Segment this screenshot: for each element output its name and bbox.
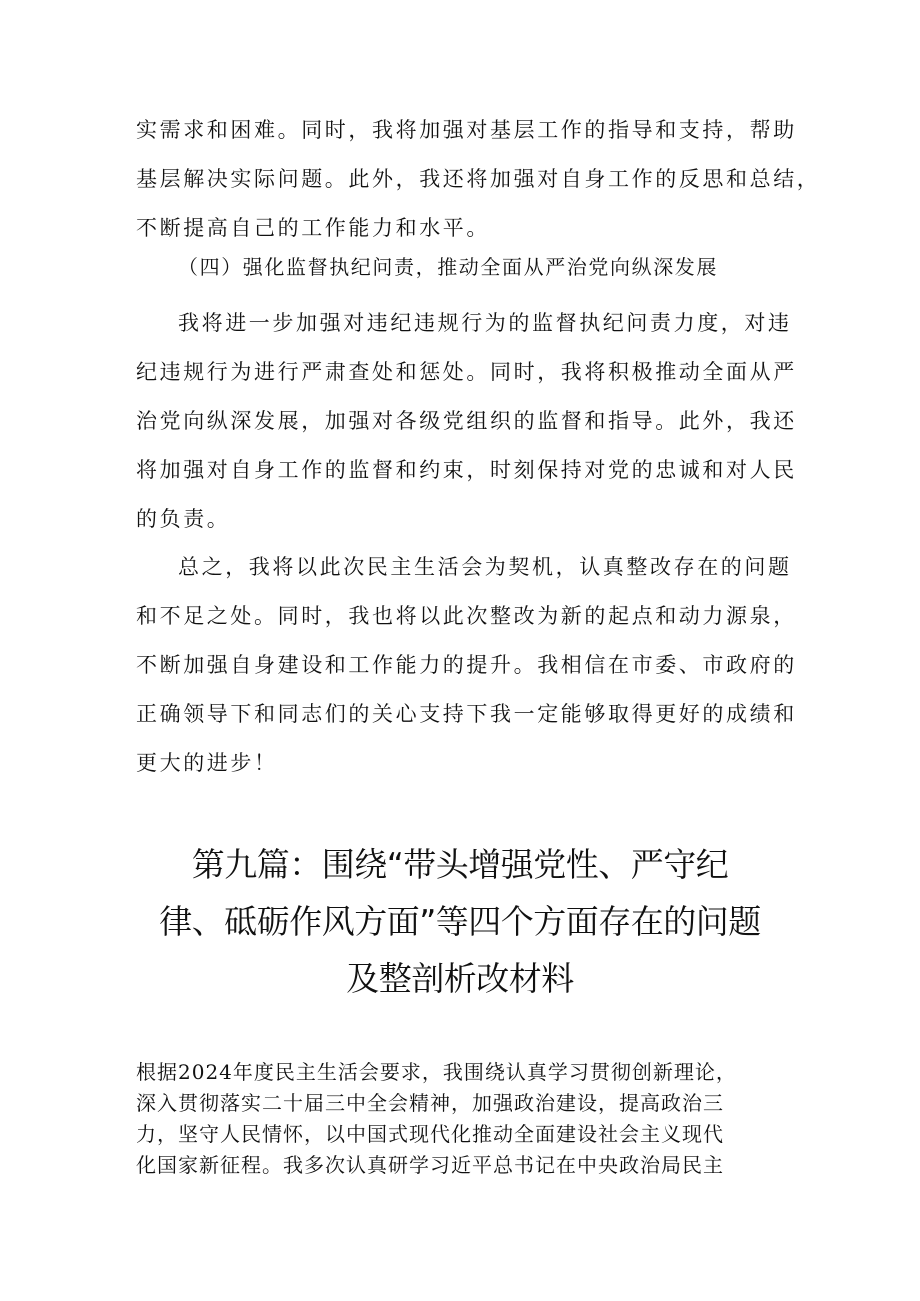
text-line: 实需求和困难。同时，我将加强对基层工作的指导和支持，帮助: [136, 118, 797, 142]
title-line: 及整剖析改材料: [346, 959, 574, 998]
text-line: 和不足之处。同时，我也将以此次整改为新的起点和动力源泉，: [136, 604, 797, 628]
title-line: 律、砥砺作风方面”等四个方面存在的问题: [159, 902, 761, 941]
text-line: 基层解决实际问题。此外，我还将加强对自身工作的反思和总结，: [136, 167, 821, 191]
text-line: 纪违规行为进行严肃查处和惩处。同时，我将积极推动全面从严: [136, 360, 797, 384]
text-line: 不断加强自身建设和工作能力的提升。我相信在市委、市政府的: [136, 653, 797, 677]
text-line: 治党向纵深发展，加强对各级党组织的监督和指导。此外，我还: [136, 409, 797, 433]
title-line: 第九篇：围绕“带头增强党性、严守纪: [191, 845, 729, 884]
text-line: 力，坚守人民情怀，以中国式现代化推动全面建设社会主义现代: [136, 1122, 724, 1146]
text-line: 化国家新征程。我多次认真研学习近平总书记在中央政治局民主: [136, 1153, 724, 1177]
intro-paragraph: [136, 1057, 786, 1181]
article-title: [100, 836, 820, 1007]
text-line: 深入贯彻落实二十届三中全会精神，加强政治建设，提高政治三: [136, 1091, 724, 1115]
section-heading: （四）强化监督执纪问责，推动全面从严治党向纵深发展: [178, 255, 718, 279]
text-line: 根据2024年度民主生活会要求，我围绕认真学习贯彻创新理论，: [136, 1060, 737, 1084]
paragraph-continuation: [136, 106, 821, 253]
paragraph-section-four: [136, 299, 797, 544]
text-line: 我将进一步加强对违纪违规行为的监督执纪问责力度，对违: [178, 311, 792, 335]
paragraph-conclusion: [136, 543, 797, 788]
text-line: 正确领导下和同志们的关心支持下我一定能够取得更好的成绩和: [136, 702, 797, 726]
text-line: 不断提高自己的工作能力和水平。: [136, 216, 490, 240]
text-line: 的负责。: [136, 507, 231, 531]
text-line: 更大的进步！: [136, 751, 278, 775]
text-line: 将加强对自身工作的监督和约束，时刻保持对党的忠诚和对人民: [136, 458, 797, 482]
text-line: 总之，我将以此次民主生活会为契机，认真整改存在的问题: [178, 555, 792, 579]
